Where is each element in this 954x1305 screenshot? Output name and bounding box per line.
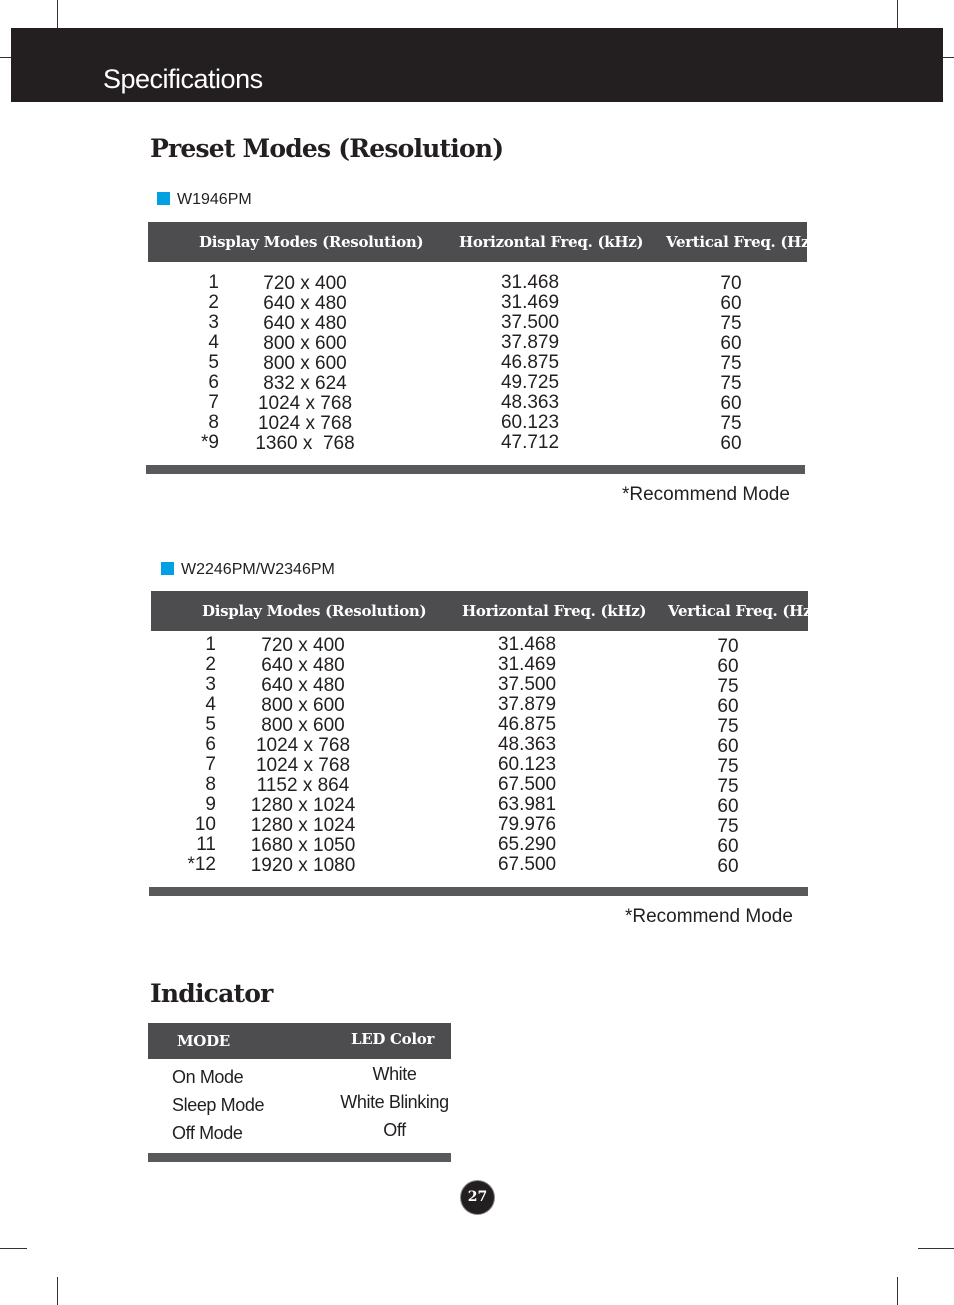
horizontal-freq-cell: 37.879 <box>497 694 557 715</box>
vertical-freq-cell: 60 <box>717 856 739 877</box>
col-header-led-color: LED Color <box>351 1030 435 1049</box>
resolution-cell: 1024 x 768 <box>257 393 353 414</box>
resolution-cell: 640 x 480 <box>263 313 347 334</box>
resolution-cell: 800 x 600 <box>261 715 345 736</box>
resolution-cell: 1024 x 768 <box>255 735 351 756</box>
vertical-freq-cell: 60 <box>720 333 742 354</box>
resolution-cell: 720 x 400 <box>263 273 347 294</box>
resolution-column <box>230 274 380 454</box>
bullet-square-icon <box>157 192 170 205</box>
horizontal-freq-cell: 67.500 <box>497 774 557 795</box>
resolution-cell: 1024 x 768 <box>255 755 351 776</box>
mode-number-cell: 7 <box>205 754 216 775</box>
crop-mark <box>57 1277 58 1305</box>
mode-number-cell: 1 <box>208 272 219 293</box>
resolution-cell: 640 x 480 <box>261 655 345 676</box>
vertical-freq-cell: 60 <box>720 293 742 314</box>
mode-number-cell: 2 <box>205 654 216 675</box>
mode-number-column <box>180 635 216 875</box>
horizontal-freq-cell: 46.875 <box>500 352 560 373</box>
mode-number-cell: 7 <box>208 392 219 413</box>
horizontal-freq-cell: 65.290 <box>497 834 557 855</box>
resolution-cell: 1280 x 1024 <box>250 795 356 816</box>
vertical-freq-cell: 60 <box>720 393 742 414</box>
crop-mark <box>0 57 11 58</box>
model-label <box>161 561 335 579</box>
recommend-note: *Recommend Mode <box>625 906 793 927</box>
bullet-square-icon <box>161 562 174 575</box>
col-header-vertical-freq: Vertical Freq. (Hz) <box>666 233 817 251</box>
vertical-freq-cell: 60 <box>717 696 739 717</box>
indicator-mode-cell: Off Mode <box>172 1123 243 1143</box>
mode-number-cell: 5 <box>205 714 216 735</box>
vertical-freq-column <box>700 274 762 454</box>
mode-number-cell: 9 <box>205 794 216 815</box>
resolution-cell: 640 x 480 <box>263 293 347 314</box>
horizontal-freq-cell: 31.468 <box>500 272 560 293</box>
indicator-led-column <box>333 1060 456 1144</box>
resolution-cell: 1024 x 768 <box>257 413 353 434</box>
vertical-freq-cell: 75 <box>717 756 739 777</box>
page-header-title: Specifications <box>103 64 263 94</box>
indicator-mode-column <box>172 1063 264 1147</box>
horizontal-freq-cell: 79.976 <box>497 814 557 835</box>
vertical-freq-cell: 75 <box>717 776 739 797</box>
indicator-mode-cell: On Mode <box>172 1067 244 1087</box>
horizontal-freq-cell: 48.363 <box>500 392 560 413</box>
crop-mark <box>897 0 898 28</box>
col-header-horizontal-freq: Horizontal Freq. (kHz) <box>459 233 644 251</box>
indicator-mode-cell: Sleep Mode <box>172 1095 265 1115</box>
vertical-freq-cell: 60 <box>717 736 739 757</box>
vertical-freq-cell: 75 <box>717 816 739 837</box>
resolution-cell: 800 x 600 <box>263 333 347 354</box>
vertical-freq-cell: 70 <box>717 636 739 657</box>
mode-number-cell: 4 <box>208 332 219 353</box>
mode-number-cell: 10 <box>194 814 216 835</box>
horizontal-freq-column <box>477 635 577 875</box>
vertical-freq-cell: 75 <box>717 716 739 737</box>
table-header <box>148 222 817 262</box>
header-bar <box>11 28 943 102</box>
col-header-horizontal-freq: Horizontal Freq. (kHz) <box>462 602 647 620</box>
table-footer-bar <box>149 887 808 896</box>
col-header-mode: MODE <box>177 1032 230 1050</box>
vertical-freq-cell: 60 <box>717 656 739 677</box>
mode-number-cell: 11 <box>196 834 216 855</box>
resolution-cell: 1360 x 768 <box>255 433 355 454</box>
model-label <box>157 191 252 209</box>
col-header-display-modes: Display Modes (Resolution) <box>199 233 424 251</box>
vertical-freq-cell: 75 <box>720 413 742 434</box>
mode-number-cell: *9 <box>201 432 219 453</box>
horizontal-freq-cell: 37.879 <box>500 332 560 353</box>
horizontal-freq-cell: 48.363 <box>497 734 557 755</box>
model-name: W1946PM <box>177 191 252 208</box>
horizontal-freq-cell: 47.712 <box>500 432 560 453</box>
horizontal-freq-cell: 67.500 <box>497 854 557 875</box>
indicator-led-cell: White <box>372 1064 417 1084</box>
indicator-table-header <box>148 1023 451 1059</box>
resolution-cell: 1152 x 864 <box>256 775 350 796</box>
mode-number-cell: 8 <box>205 774 216 795</box>
vertical-freq-cell: 75 <box>720 313 742 334</box>
indicator-led-cell: Off <box>383 1120 406 1140</box>
horizontal-freq-cell: 63.981 <box>497 794 557 815</box>
vertical-freq-cell: 70 <box>720 273 742 294</box>
mode-number-cell: *12 <box>187 854 216 875</box>
horizontal-freq-cell: 31.469 <box>497 654 557 675</box>
resolution-cell: 1280 x 1024 <box>250 815 356 836</box>
table-header <box>151 591 819 631</box>
horizontal-freq-cell: 60.123 <box>497 754 557 775</box>
mode-number-cell: 1 <box>205 634 216 655</box>
vertical-freq-cell: 60 <box>720 433 742 454</box>
vertical-freq-cell: 75 <box>720 353 742 374</box>
crop-mark <box>918 1248 954 1249</box>
crop-mark <box>897 1277 898 1305</box>
preset-modes-title: Preset Modes (Resolution) <box>150 134 504 163</box>
col-header-display-modes: Display Modes (Resolution) <box>202 602 427 620</box>
indicator-led-cell: White Blinking <box>340 1092 449 1112</box>
horizontal-freq-cell: 46.875 <box>497 714 557 735</box>
horizontal-freq-cell: 49.725 <box>500 372 560 393</box>
crop-mark <box>57 0 58 28</box>
horizontal-freq-cell: 31.469 <box>500 292 560 313</box>
mode-number-cell: 2 <box>208 292 219 313</box>
indicator-title: Indicator <box>150 979 273 1008</box>
resolution-cell: 832 x 624 <box>263 373 347 394</box>
mode-number-cell: 3 <box>205 674 216 695</box>
horizontal-freq-column <box>480 273 580 453</box>
horizontal-freq-cell: 37.500 <box>497 674 557 695</box>
vertical-freq-cell: 60 <box>717 796 739 817</box>
vertical-freq-cell: 60 <box>717 836 739 857</box>
resolution-column <box>228 636 378 876</box>
page-number: 27 <box>461 1181 494 1214</box>
vertical-freq-cell: 75 <box>720 373 742 394</box>
mode-number-cell: 5 <box>208 352 219 373</box>
vertical-freq-column <box>697 637 759 877</box>
table-footer-bar <box>148 1153 451 1162</box>
mode-number-cell: 3 <box>208 312 219 333</box>
horizontal-freq-cell: 31.468 <box>497 634 557 655</box>
mode-number-cell: 6 <box>208 372 219 393</box>
resolution-cell: 640 x 480 <box>261 675 345 696</box>
mode-number-cell: 4 <box>205 694 216 715</box>
crop-mark <box>943 57 954 58</box>
resolution-cell: 800 x 600 <box>263 353 347 374</box>
resolution-cell: 720 x 400 <box>261 635 345 656</box>
horizontal-freq-cell: 37.500 <box>500 312 560 333</box>
recommend-note: *Recommend Mode <box>622 484 790 505</box>
mode-number-column <box>190 273 219 453</box>
resolution-cell: 1680 x 1050 <box>250 835 356 856</box>
model-name: W2246PM/W2346PM <box>181 561 335 578</box>
resolution-cell: 1920 x 1080 <box>250 855 356 876</box>
table-footer-bar <box>146 465 805 474</box>
horizontal-freq-cell: 60.123 <box>500 412 560 433</box>
mode-number-cell: 8 <box>208 412 219 433</box>
col-header-vertical-freq: Vertical Freq. (Hz) <box>668 602 819 620</box>
resolution-cell: 800 x 600 <box>261 695 345 716</box>
vertical-freq-cell: 75 <box>717 676 739 697</box>
mode-number-cell: 6 <box>205 734 216 755</box>
crop-mark <box>0 1248 27 1249</box>
